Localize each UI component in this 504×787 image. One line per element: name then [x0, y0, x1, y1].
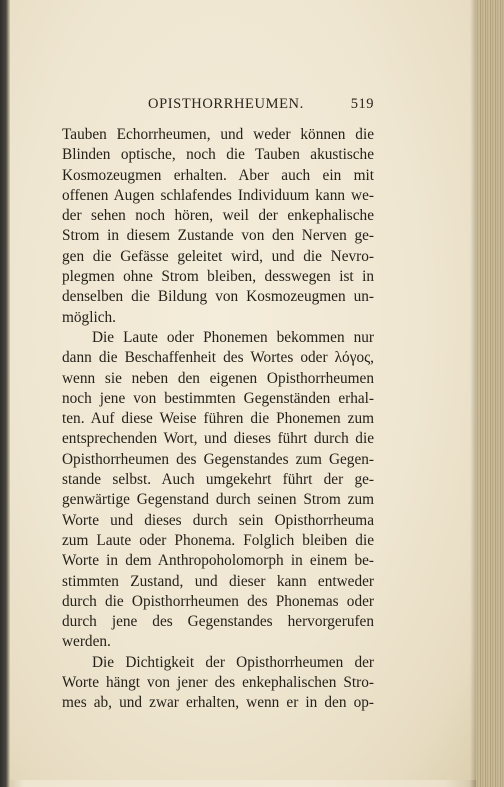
text-line: entsprechenden Wort, und dieses führt durch die — [62, 430, 374, 448]
text-line: werden. — [62, 633, 111, 651]
text-line: Kosmozeugmen erhalten. Aber auch ein mit — [62, 166, 374, 184]
page-header — [62, 96, 374, 116]
text-line: Strom in diesem Zustande von den Nerven ge- — [62, 227, 374, 245]
text-line: mes ab, und zwar erhalten, wenn er in den op- — [62, 694, 374, 712]
text-line: ten. Auf diese Weise führen die Phonemen zum — [62, 410, 374, 428]
text-line: noch jene von bestimmten Gegenständen erhal- — [62, 389, 374, 407]
text-line: offenen Augen schlafendes Individuum kann we- — [62, 186, 374, 204]
text-line: Worte und dieses durch sein Opisthorrheuma — [62, 511, 374, 529]
text-line: Worte hängt von jener des enkephalischen Stro- — [62, 674, 374, 692]
text-line: Die Laute oder Phonemen bekommen nur — [92, 328, 374, 346]
text-line: der sehen noch hören, weil der enkephalische — [62, 207, 374, 225]
page-edges — [476, 0, 504, 787]
text-line: plegmen ohne Strom bleiben, desswegen ist in — [62, 268, 374, 286]
text-line: dann die Beschaffenheit des Wortes oder λόγος, — [62, 349, 374, 367]
text-line: zum Laute oder Phonema. Folglich bleiben die — [62, 531, 374, 549]
text-line: Die Dichtigkeit der Opisthorrheumen der — [92, 653, 374, 671]
text-line: stande selbst. Auch umgekehrt führt der ge- — [62, 471, 374, 489]
page-number: 519 — [350, 96, 374, 112]
text-line: denselben die Bildung von Kosmozeugmen un- — [62, 288, 374, 306]
text-line: Tauben Echorrheumen, und weder können die — [62, 126, 374, 143]
text-line: möglich. — [62, 308, 116, 326]
text-line: Blinden optische, noch die Tauben akustische — [62, 146, 374, 164]
body-text — [62, 125, 374, 714]
text-line: wenn sie neben den eigenen Opisthorrheumen — [62, 369, 374, 387]
text-line: genwärtige Gegenstand durch seinen Strom zum — [62, 491, 374, 509]
text-line: durch die Opisthorrheumen des Phonemas oder — [62, 592, 374, 610]
text-line: Worte in dem Anthropoholomorph in einem be- — [62, 552, 374, 570]
text-line: durch jene des Gegenstandes hervorgerufen — [62, 613, 374, 631]
text-line: stimmten Zustand, und dieser kann entweder — [62, 572, 374, 590]
text-line: Opisthorrheumen des Gegenstandes zum Gegen- — [62, 450, 374, 468]
text-line: gen die Gefässe geleitet wird, und die Nevro- — [62, 247, 374, 265]
running-head: OPISTHORRHEUMEN. — [148, 96, 304, 112]
